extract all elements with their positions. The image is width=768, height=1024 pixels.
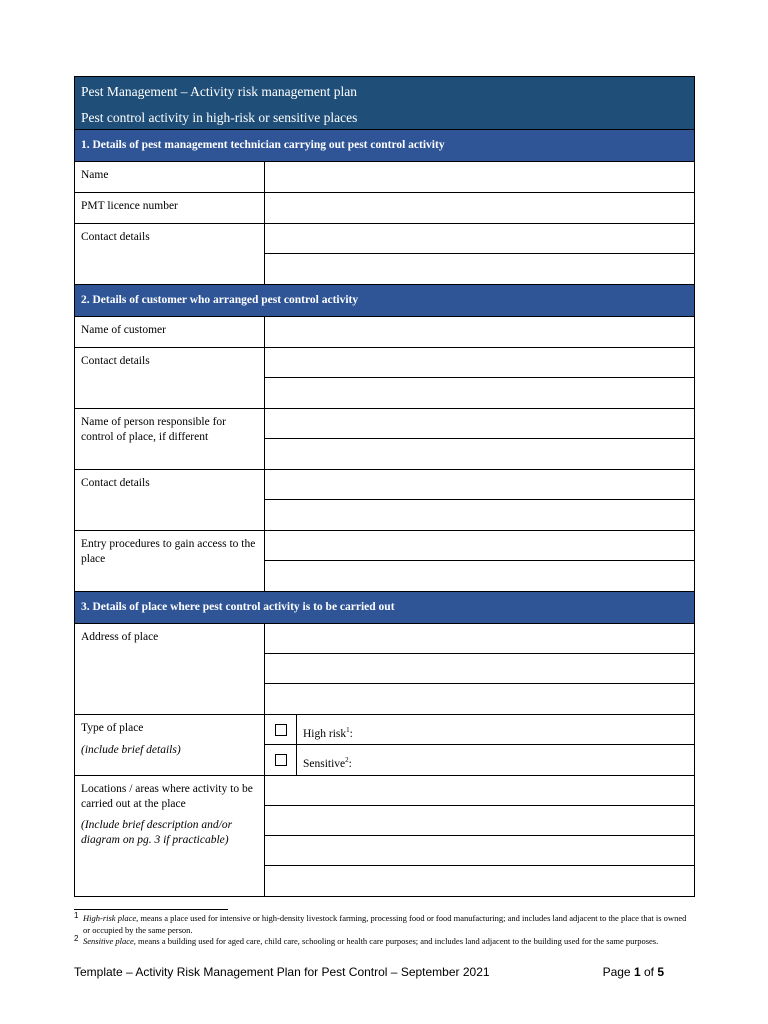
high-risk-colon: :: [349, 727, 353, 740]
section-2-heading: 2. Details of customer who arranged pest control activity: [75, 285, 694, 317]
locations-row: [75, 776, 694, 896]
type-of-place-note: (include brief details): [81, 743, 181, 756]
form-title-block: [75, 77, 694, 130]
address-field-1[interactable]: [265, 624, 694, 654]
customer-contact-field-2[interactable]: [265, 378, 694, 408]
type-of-place-label: [75, 715, 265, 775]
address-field-3[interactable]: [265, 684, 694, 714]
responsible-contact-field-2[interactable]: [265, 500, 694, 530]
customer-name-row: [75, 317, 694, 348]
footnote-1-text: , means a place used for intensive or high-density livestock farming, processing food or food manufacturing; and includes land adjacent to the place that is owned or occupied by the same person.: [83, 913, 687, 935]
technician-contact-label: Contact details: [75, 224, 265, 284]
page-footer: [74, 965, 664, 979]
customer-name-field[interactable]: [265, 317, 694, 347]
locations-note: (Include brief description and/or diagram on pg. 3 if practicable): [81, 819, 233, 846]
sensitive-row: [265, 745, 694, 775]
type-of-place-row: [75, 715, 694, 776]
page-total: 5: [657, 965, 664, 979]
technician-contact-field-1[interactable]: [265, 224, 694, 254]
sensitive-footnote-ref: 2: [345, 756, 349, 764]
footnote-1: [74, 913, 695, 936]
high-risk-row: [265, 715, 694, 745]
address-label: Address of place: [75, 624, 265, 714]
technician-name-field[interactable]: [265, 162, 694, 192]
entry-procedures-field-1[interactable]: [265, 531, 694, 561]
section-3-heading: 3. Details of place where pest control activity is to be carried out: [75, 592, 694, 624]
responsible-contact-label: Contact details: [75, 470, 265, 530]
entry-procedures-row: [75, 531, 694, 592]
footnote-2: [74, 936, 695, 948]
footer-template-title: Template – Activity Risk Management Plan for Pest Control – September 2021: [74, 965, 490, 979]
responsible-person-row: [75, 409, 694, 470]
form-subtitle: Pest control activity in high-risk or sensitive places: [81, 110, 358, 125]
footnotes: [74, 913, 695, 948]
pmt-licence-label: PMT licence number: [75, 193, 265, 223]
page-current: 1: [633, 965, 641, 979]
technician-contact-row: [75, 224, 694, 285]
page-number: [603, 965, 664, 979]
footnote-1-number: 1: [74, 911, 79, 920]
locations-field-2[interactable]: [265, 806, 694, 836]
footnote-2-text: , means a building used for aged care, child care, schooling or health care purposes; and includes land adjacent to the building used for the same purposes.: [133, 936, 659, 946]
risk-plan-form: [74, 76, 695, 897]
responsible-contact-row: [75, 470, 694, 531]
customer-name-label: Name of customer: [75, 317, 265, 347]
type-of-place-text: Type of place: [81, 722, 144, 734]
footnote-divider: [74, 909, 228, 910]
locations-field-3[interactable]: [265, 836, 694, 866]
page-word: Page: [602, 965, 634, 979]
technician-name-label: Name: [75, 162, 265, 192]
locations-text: Locations / areas where activity to be carried out at the place: [81, 783, 253, 810]
entry-procedures-label: Entry procedures to gain access to the place: [75, 531, 265, 591]
address-field-2[interactable]: [265, 654, 694, 684]
entry-procedures-field-2[interactable]: [265, 561, 694, 591]
customer-contact-row: [75, 348, 694, 409]
locations-field-4[interactable]: [265, 866, 694, 896]
technician-name-row: [75, 162, 694, 193]
footnote-2-term: Sensitive place: [83, 936, 134, 946]
high-risk-label[interactable]: [297, 715, 694, 744]
sensitive-checkbox[interactable]: [275, 754, 287, 766]
of-word: of: [640, 965, 658, 979]
high-risk-footnote-ref: 1: [346, 726, 350, 734]
pmt-licence-row: [75, 193, 694, 224]
responsible-contact-field-1[interactable]: [265, 470, 694, 500]
customer-contact-field-1[interactable]: [265, 348, 694, 378]
high-risk-text: High risk: [303, 727, 347, 740]
customer-contact-label: Contact details: [75, 348, 265, 408]
pmt-licence-field[interactable]: [265, 193, 694, 223]
footnote-2-number: 2: [74, 934, 79, 943]
sensitive-label[interactable]: [297, 745, 694, 775]
sensitive-text: Sensitive: [303, 757, 346, 770]
locations-field-1[interactable]: [265, 776, 694, 806]
locations-label: [75, 776, 265, 896]
responsible-person-field-1[interactable]: [265, 409, 694, 439]
sensitive-colon: :: [348, 757, 352, 770]
responsible-person-field-2[interactable]: [265, 439, 694, 469]
responsible-person-label: Name of person responsible for control of place, if different: [75, 409, 265, 469]
technician-contact-field-2[interactable]: [265, 254, 694, 284]
form-title: Pest Management – Activity risk management plan: [81, 84, 357, 99]
section-1-heading: 1. Details of pest management technician carrying out pest control activity: [75, 130, 694, 162]
footnote-1-term: High-risk place: [83, 913, 137, 923]
address-row: [75, 624, 694, 715]
high-risk-checkbox[interactable]: [275, 724, 287, 736]
